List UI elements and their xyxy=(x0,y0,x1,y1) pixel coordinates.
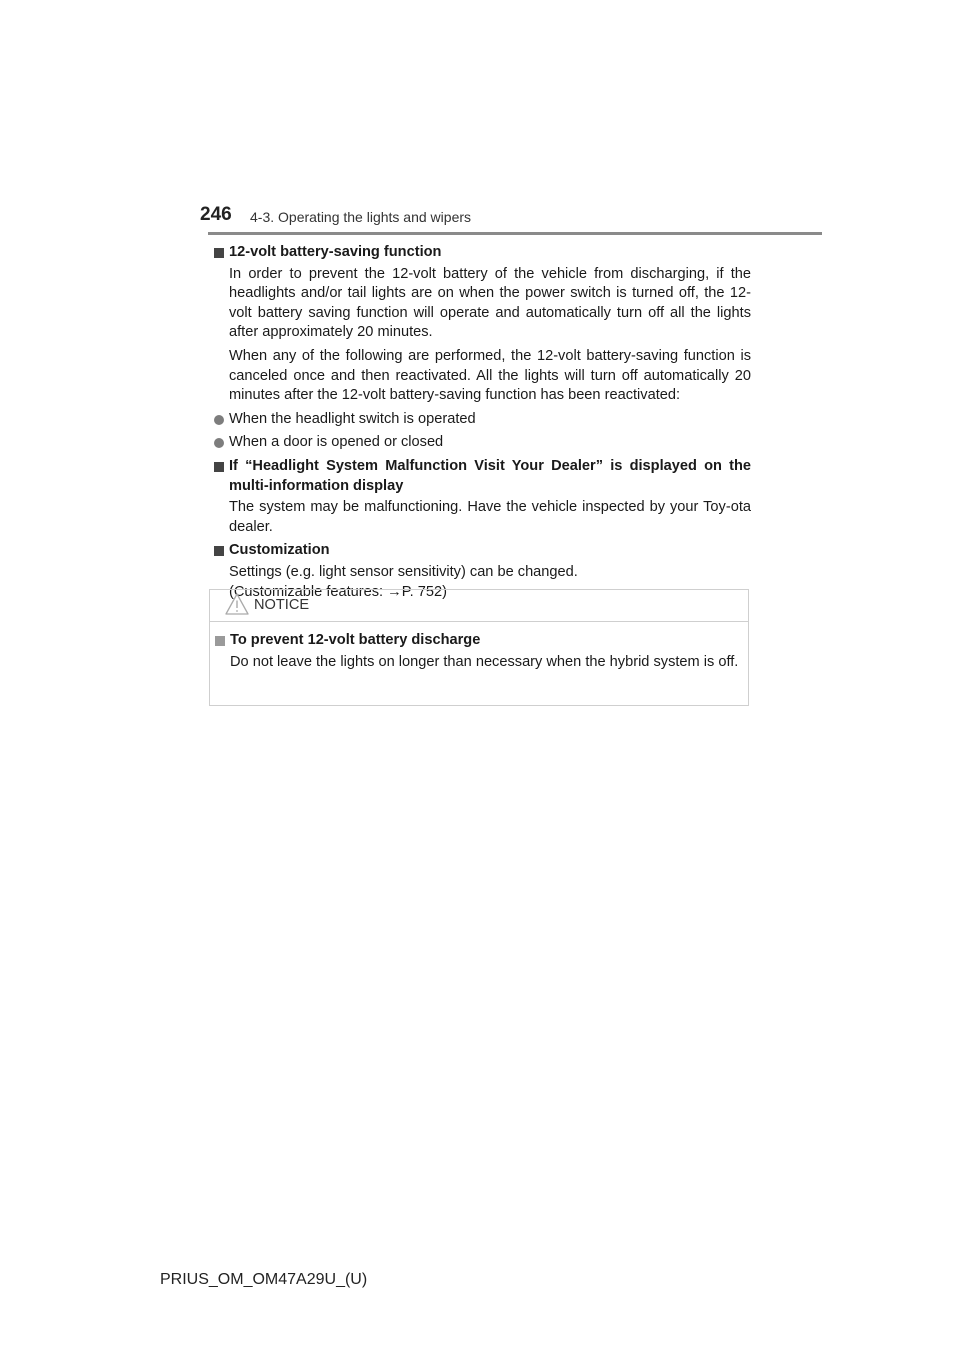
notice-text: Do not leave the lights on longer than necessary when the hybrid system is off. xyxy=(230,653,739,670)
square-bullet-icon xyxy=(214,546,224,556)
paragraph: When any of the following are performed, the 12-volt battery-saving function is canceled once and then reactivated. All the lights will turn off automatically 20 minutes after the 12-volt battery-saving function has been reactivated: xyxy=(229,347,751,404)
page-number: 246 xyxy=(200,204,232,225)
document-id: PRIUS_OM_OM47A29U_(U) xyxy=(160,1271,368,1288)
notice-header xyxy=(210,590,748,622)
list-item: When a door is opened or closed xyxy=(214,433,751,453)
header-rule xyxy=(208,232,822,235)
paragraph-line: Settings (e.g. light sensor sensitivity) can be changed. xyxy=(229,563,578,580)
notice-label: NOTICE xyxy=(254,597,310,613)
section-heading-customization: Customization xyxy=(214,541,751,561)
square-bullet-icon xyxy=(214,248,224,258)
square-bullet-icon xyxy=(215,636,225,646)
square-bullet-icon xyxy=(214,462,224,472)
section-heading-battery-saving: 12-volt battery-saving function xyxy=(214,243,751,263)
paragraph: In order to prevent the 12-volt battery of the vehicle from discharging, if the headlights and/or tail lights are on when the power switch is turned off, the 12-volt battery saving function will operate and automatically turn off all the lights after approximately 20 minutes. xyxy=(229,265,751,341)
warning-triangle-icon xyxy=(225,593,249,620)
notice-body xyxy=(215,631,742,672)
section-title: 4-3. Operating the lights and wipers xyxy=(250,209,472,225)
circle-bullet-icon xyxy=(214,415,224,425)
section-heading-malfunction: If “Headlight System Malfunction Visit Your Dealer” is displayed on the multi-information display xyxy=(214,457,751,496)
notice-heading: To prevent 12-volt battery discharge xyxy=(215,631,742,651)
main-content xyxy=(214,243,751,602)
paragraph-line: (Customizable features: →P. 752) xyxy=(229,583,447,600)
paragraph: The system may be malfunctioning. Have the vehicle inspected by your Toy-ota dealer. xyxy=(229,499,751,535)
circle-bullet-icon xyxy=(214,438,224,448)
list-item: When the headlight switch is operated xyxy=(214,410,751,430)
notice-box xyxy=(209,589,749,706)
